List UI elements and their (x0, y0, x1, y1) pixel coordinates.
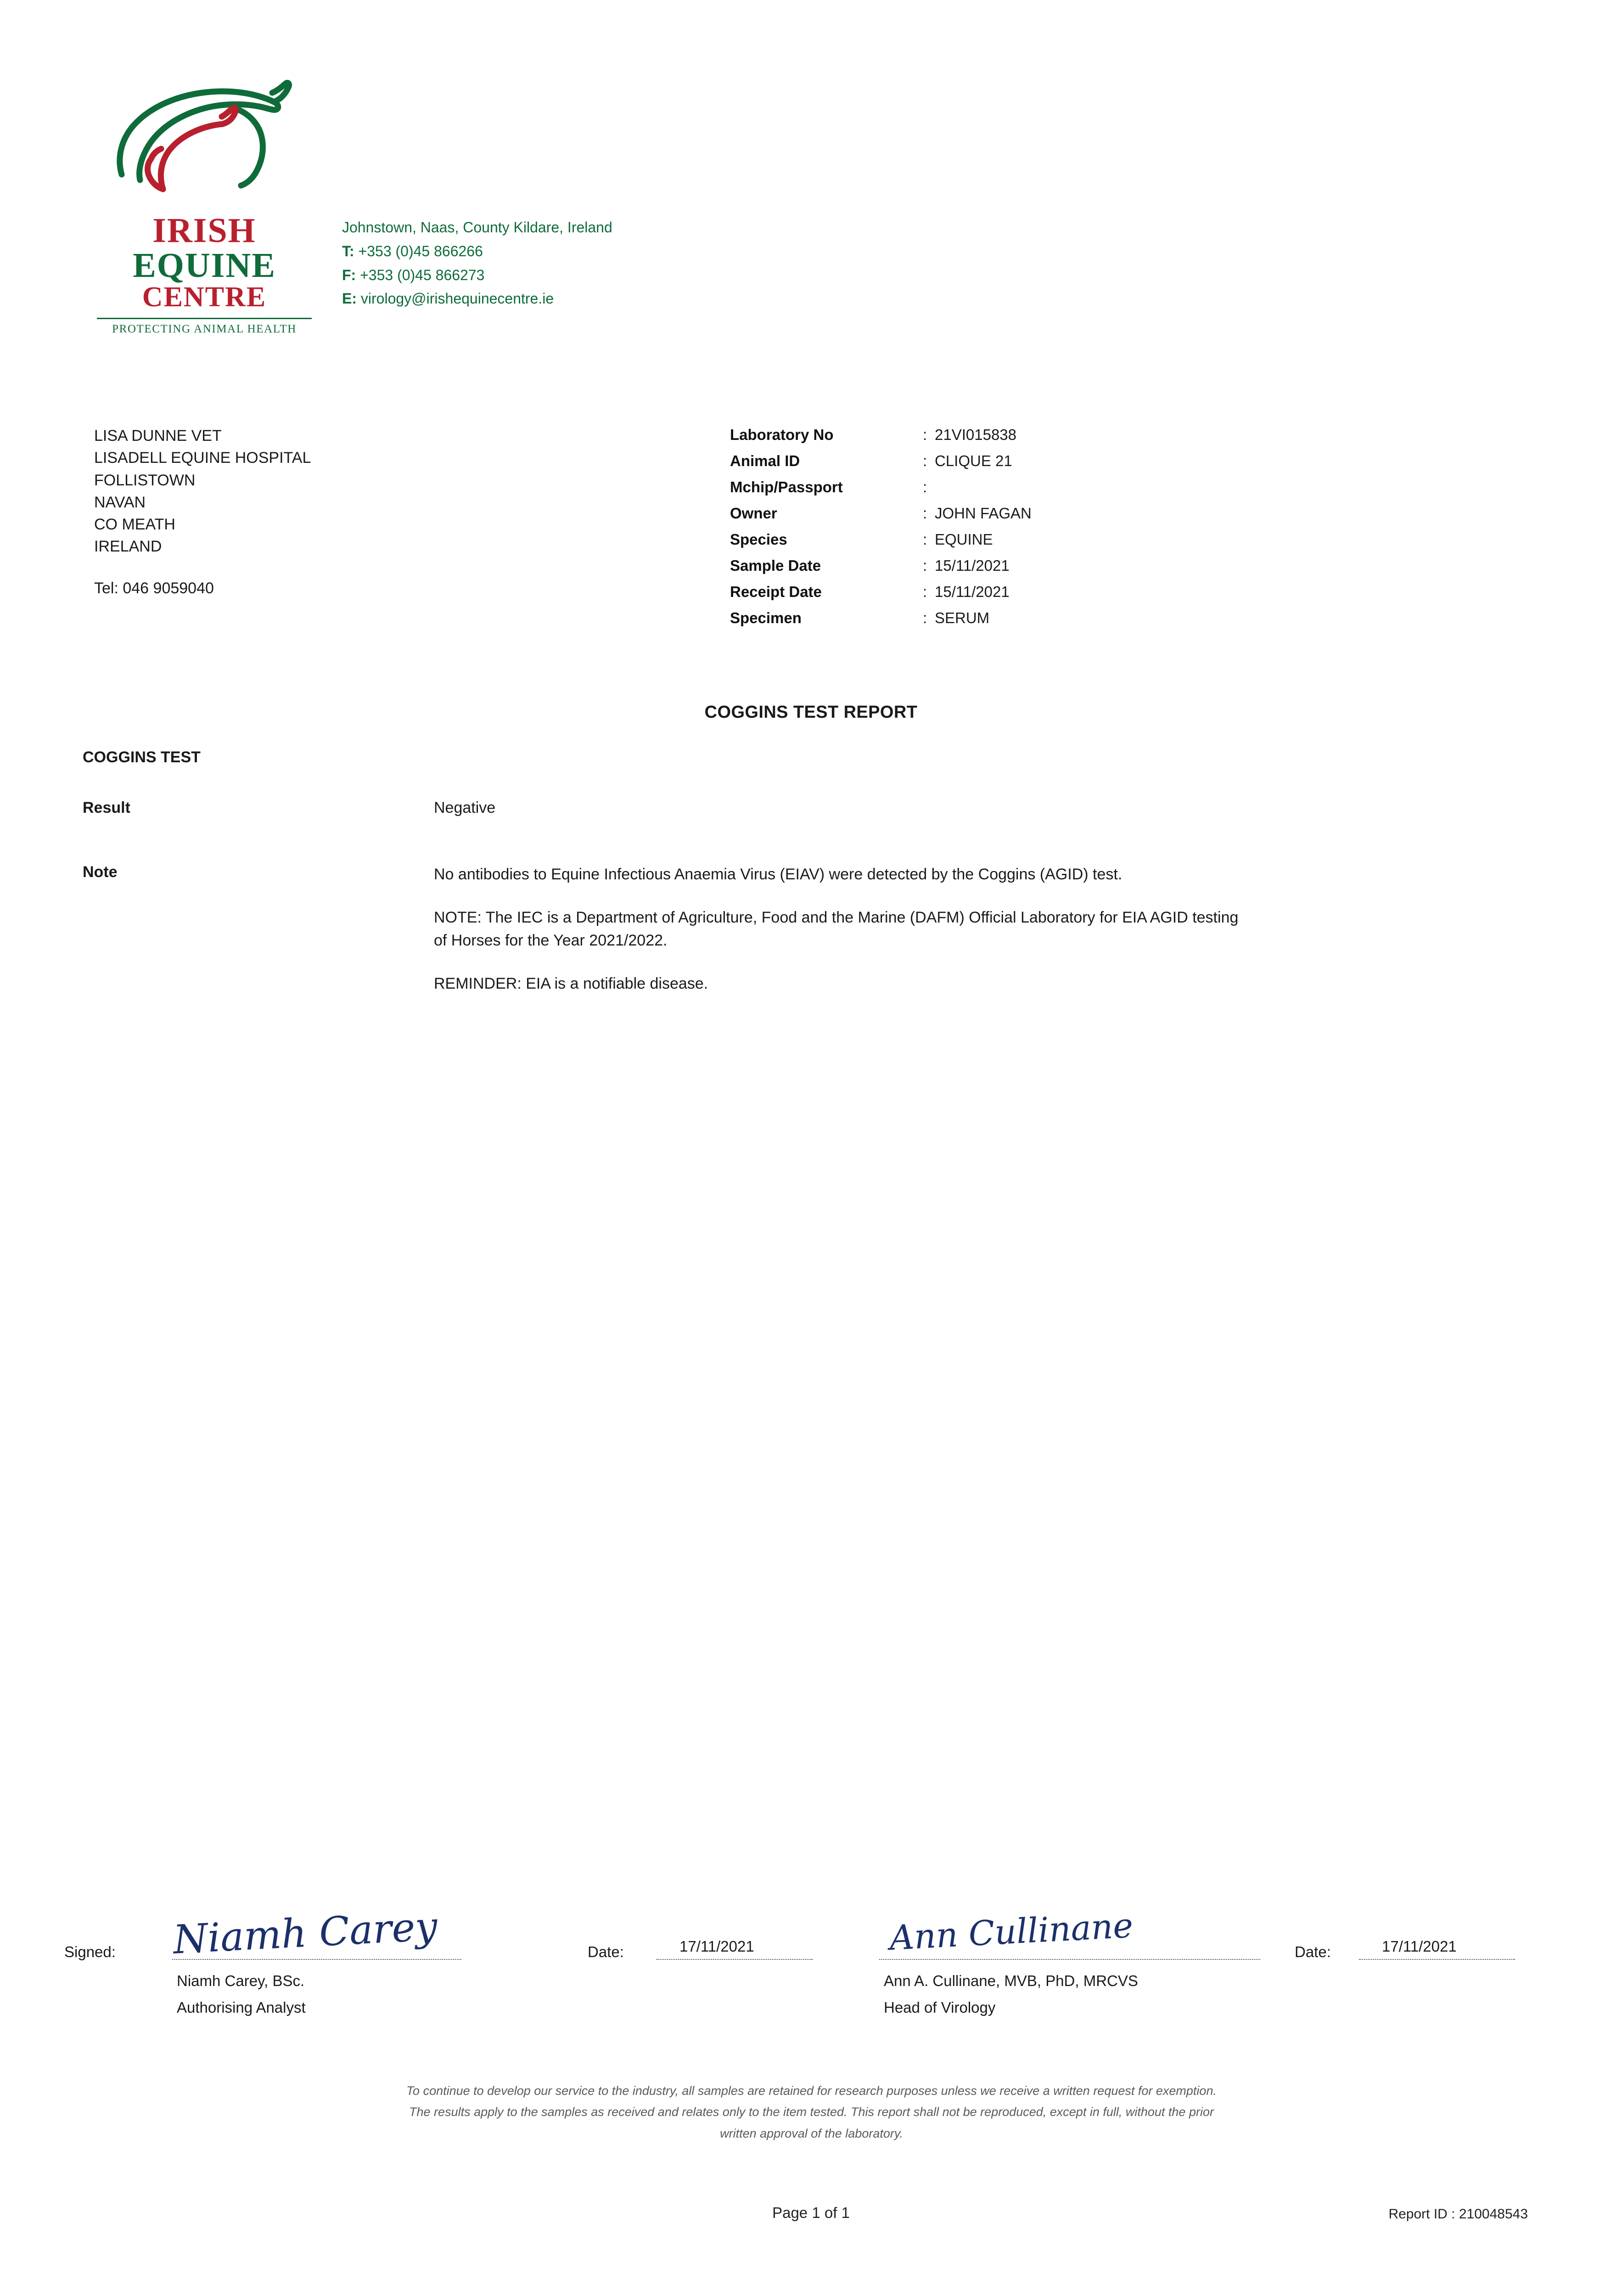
meta-value: 15/11/2021 (935, 557, 1010, 574)
date-label-right: Date: (1295, 1943, 1331, 1960)
meta-label: Laboratory No (730, 426, 834, 443)
meta-value: SERUM (935, 609, 990, 626)
contact-details (342, 216, 612, 311)
recipient-telephone: Tel: 046 9059040 (94, 579, 214, 597)
meta-colon: : (923, 505, 927, 522)
contact-phone-prefix: T: (342, 242, 354, 259)
meta-value: 15/11/2021 (935, 583, 1010, 600)
address-line: NAVAN (94, 493, 146, 511)
signed-label: Signed: (64, 1943, 116, 1960)
meta-row (730, 584, 1032, 599)
address-line: FOLLISTOWN (94, 471, 196, 489)
date-line-left (657, 1958, 813, 1960)
meta-row (730, 479, 1032, 495)
logo-text-equine: EQUINE (133, 246, 276, 285)
logo-text-irish: IRISH (152, 211, 256, 250)
signature-image-left: Niamh Carey (172, 1903, 439, 1963)
meta-label: Mchip/Passport (730, 478, 843, 495)
meta-colon: : (923, 531, 927, 548)
address-line: LISADELL EQUINE HOSPITAL (94, 449, 311, 467)
irish-equine-centre-logo (94, 60, 314, 336)
meta-label: Receipt Date (730, 583, 822, 600)
page-title: COGGINS TEST REPORT (704, 703, 918, 722)
section-heading-coggins-test: COGGINS TEST (83, 748, 201, 766)
signature-line-right (879, 1958, 1260, 1960)
meta-label: Species (730, 531, 787, 548)
meta-colon: : (923, 583, 927, 600)
meta-colon: : (923, 478, 927, 495)
meta-row (730, 532, 1032, 547)
meta-value: EQUINE (935, 531, 993, 548)
note-paragraph: No antibodies to Equine Infectious Anaemia Virus (EIAV) were detected by the Coggins (AGID) test. (434, 866, 1122, 883)
note-paragraph: REMINDER: EIA is a notifiable disease. (434, 974, 708, 992)
date-line-right (1359, 1958, 1515, 1960)
logo-divider (97, 318, 312, 319)
contact-phone (342, 240, 612, 264)
meta-label: Sample Date (730, 557, 821, 574)
contact-email (342, 287, 612, 311)
meta-colon: : (923, 426, 927, 443)
meta-value: JOHN FAGAN (935, 505, 1032, 522)
meta-colon: : (923, 452, 927, 469)
meta-label: Animal ID (730, 452, 800, 469)
date-label-left: Date: (588, 1943, 624, 1960)
note-label: Note (83, 863, 118, 881)
meta-value: CLIQUE 21 (935, 452, 1012, 469)
recipient-address (94, 425, 311, 599)
meta-label: Owner (730, 505, 777, 522)
signatory-name-right: Ann A. Cullinane, MVB, PhD, MRCVS (884, 1972, 1138, 1989)
signatory-role-right: Head of Virology (884, 1999, 996, 2016)
date-value-left: 17/11/2021 (679, 1938, 754, 1955)
result-value: Negative (434, 799, 496, 816)
contact-fax (342, 264, 612, 287)
signature-line-left (172, 1958, 461, 1960)
meta-row (730, 506, 1032, 521)
contact-fax-value: +353 (0)45 866273 (360, 266, 485, 283)
meta-row (730, 453, 1032, 468)
sample-details (730, 427, 1032, 636)
contact-fax-prefix: F: (342, 266, 356, 283)
meta-label: Specimen (730, 609, 802, 626)
logo-tagline: PROTECTING ANIMAL HEALTH (112, 323, 297, 335)
contact-address: Johnstown, Naas, County Kildare, Ireland (342, 219, 612, 236)
contact-phone-value: +353 (0)45 866266 (358, 242, 483, 259)
note-paragraph: NOTE: The IEC is a Department of Agriculture, Food and the Marine (DAFM) Official Laboratory for EIA AGID testing of Horses for the Year 2021/2022. (434, 908, 1239, 949)
document-header (0, 0, 1622, 404)
contact-email-value: virology@irishequinecentre.ie (360, 290, 554, 307)
horse-heads-icon (94, 60, 314, 211)
contact-email-prefix: E: (342, 290, 357, 307)
disclaimer-line: The results apply to the samples as received and relates only to the item tested. This report shall not be reproduced, except in full, without the prior (409, 2105, 1214, 2119)
logo-text-centre: CENTRE (142, 281, 267, 313)
meta-colon: : (923, 557, 927, 574)
meta-row (730, 610, 1032, 625)
signature-image-right: Ann Cullinane (888, 1906, 1134, 1958)
meta-value: 21VI015838 (935, 426, 1017, 443)
address-line: IRELAND (94, 538, 162, 556)
result-label: Result (83, 799, 130, 816)
note-body (434, 863, 1242, 996)
report-id: Report ID : 210048543 (1388, 2206, 1528, 2222)
address-line: CO MEATH (94, 516, 175, 534)
address-line: LISA DUNNE VET (94, 427, 222, 445)
signatory-name-left: Niamh Carey, BSc. (177, 1972, 305, 1989)
signature-area (0, 1860, 1622, 2066)
signatory-role-left: Authorising Analyst (177, 1999, 306, 2016)
disclaimer-line: To continue to develop our service to the industry, all samples are retained for research purposes unless we receive a written request for exemption. (406, 2084, 1217, 2098)
meta-row (730, 558, 1032, 573)
disclaimer-text (156, 2080, 1467, 2144)
page-number: Page 1 of 1 (772, 2204, 850, 2221)
disclaimer-line: written approval of the laboratory. (720, 2126, 903, 2140)
meta-row (730, 427, 1032, 442)
date-value-right: 17/11/2021 (1382, 1938, 1457, 1955)
meta-colon: : (923, 609, 927, 626)
